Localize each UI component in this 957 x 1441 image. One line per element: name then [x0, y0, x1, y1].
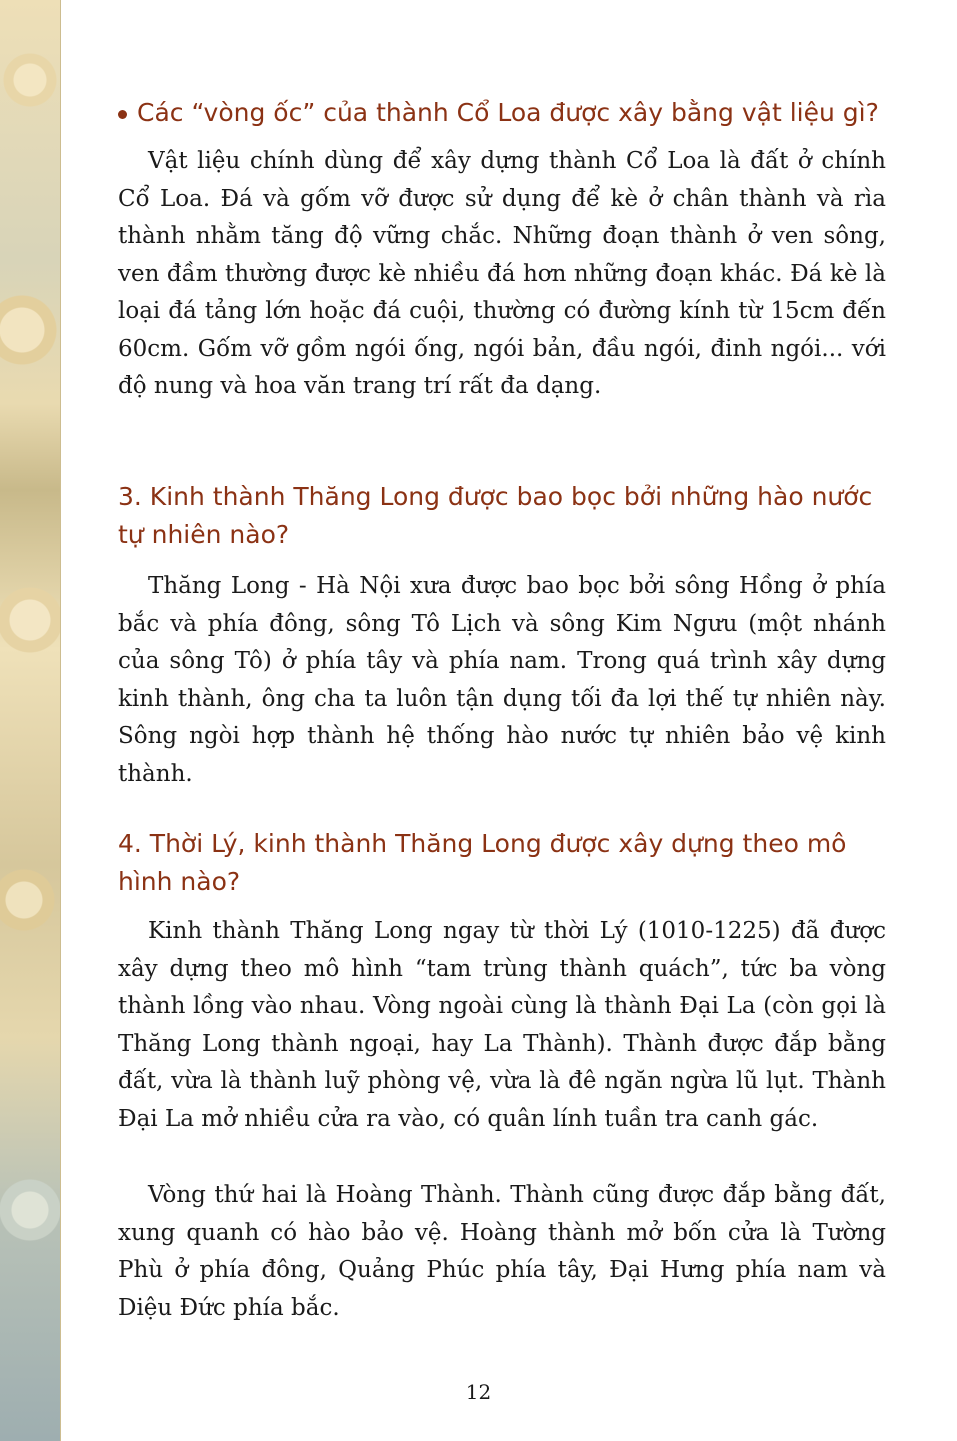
page-number: 12 [465, 1380, 492, 1404]
question-heading-4: 4. Thời Lý, kinh thành Thăng Long được xây dựng theo mô hình nào? [118, 829, 847, 896]
question-heading-3: 3. Kinh thành Thăng Long được bao bọc bởi những hào nước tự nhiên nào? [118, 482, 873, 549]
question-heading-co-loa [118, 95, 888, 131]
answer-paragraph-3: Thăng Long - Hà Nội xưa được bao bọc bởi sông Hồng ở phía bắc và phía đông, sông Tô Lịch và sông Kim Ngưu (một nhánh của sông Tô) ở phía tây và phía nam. Trong quá trình xây dựng kinh thành, ông cha ta luôn tận dụng tối đa lợi thế tự nhiên này. Sông ngòi hợp thành hệ thống hào nước tự nhiên bảo vệ kinh thành. [118, 573, 886, 787]
answer-paragraph-4b: Vòng thứ hai là Hoàng Thành. Thành cũng được đắp bằng đất, xung quanh có hào bảo vệ. Hoàng thành mở bốn cửa là Tường Phù ở phía đông, Quảng Phúc phía tây, Đại Hưng phía nam và Diệu Đức phía bắc. [118, 1182, 886, 1321]
bullet-icon [118, 110, 127, 119]
question-heading-co-loa-text: Các “vòng ốc” của thành Cổ Loa được xây bằng vật liệu gì? [137, 98, 879, 127]
answer-paragraph-co-loa: Vật liệu chính dùng để xây dựng thành Cổ Loa là đất ở chính Cổ Loa. Đá và gốm vỡ được sử dụng để kè ở chân thành và rìa thành nhằm tăng độ vững chắc. Những đoạn thành ở ven sông, ven đầm thường được kè nhiều đá hơn những đoạn khác. Đá kè là loại đá tảng lớn hoặc đá cuội, thường có đường kính từ 15cm đến 60cm. Gốm vỡ gồm ngói ống, ngói bản, đầu ngói, đinh ngói... với độ nung và hoa văn trang trí rất đa dạng. [118, 148, 886, 399]
answer-paragraph-4a: Kinh thành Thăng Long ngay từ thời Lý (1010-1225) đã được xây dựng theo mô hình “tam trùng thành quách”, tức ba vòng thành lồng vào nhau. Vòng ngoài cùng là thành Đại La (còn gọi là Thăng Long thành ngoại, hay La Thành). Thành được đắp bằng đất, vừa là thành luỹ phòng vệ, vừa là đê ngăn ngừa lũ lụt. Thành Đại La mở nhiều cửa ra vào, có quân lính tuần tra canh gác. [118, 918, 886, 1132]
decorative-border [0, 0, 61, 1441]
